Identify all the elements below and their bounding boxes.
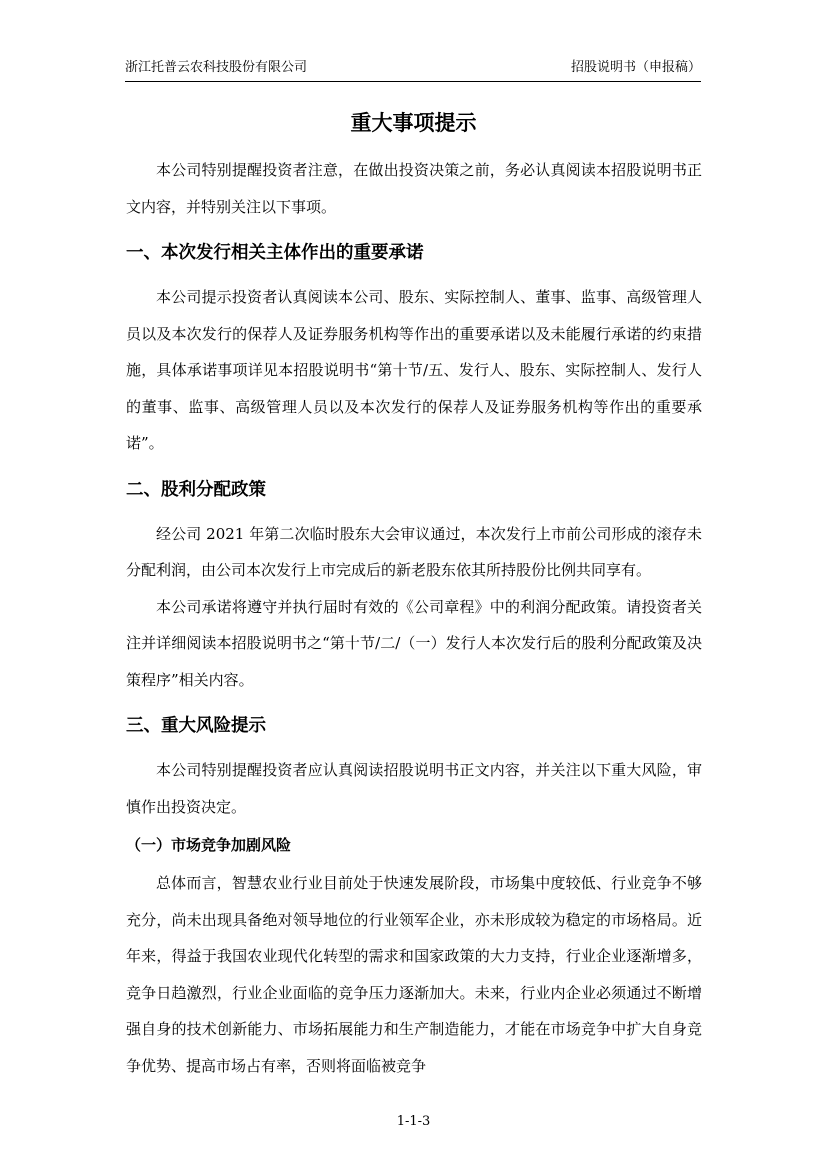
header-document-type: 招股说明书（申报稿） <box>570 60 701 75</box>
section-heading-dividend-policy: 二、股利分配政策 <box>126 479 266 500</box>
commitments-paragraph: 本公司提示投资者认真阅读本公司、股东、实际控制人、董事、监事、高级管理人员以及本次发行的保荐人及证券服务机构等作出的重要承诺以及未能履行承诺的约束措施，具体承诺事项详见本招股说明书“第十节/五、发行人、股东、实际控制人、发行人的董事、监事、高级管理人员以及本次发行的保荐人及证券服务机构等作出的重要承诺”。 <box>126 288 702 452</box>
intro-paragraph: 本公司特别提醒投资者注意，在做出投资决策之前，务必认真阅读本招股说明书正文内容，并特别关注以下事项。 <box>126 161 702 216</box>
document-body <box>126 152 702 1084</box>
page-number: 1-1-3 <box>396 1114 431 1129</box>
subsection-heading-competition-risk: （一）市场竞争加剧风险 <box>126 836 292 854</box>
section-heading-risk-warnings: 三、重大风险提示 <box>126 716 266 736</box>
dividend-paragraph-2: 本公司承诺将遵守并执行届时有效的《公司章程》中的利润分配政策。请投资者关注并详细阅读本招股说明书之“第十节/二/（一）发行人本次发行后的股利分配政策及决策程序”相关内容。 <box>126 597 702 689</box>
header-company-name: 浙江托普云农科技股份有限公司 <box>125 60 308 75</box>
competition-risk-paragraph: 总体而言，智慧农业行业目前处于快速发展阶段，市场集中度较低、行业竞争不够充分，尚未出现具备绝对领导地位的行业领军企业，亦未形成较为稳定的市场格局。近年来，得益于我国农业现代化转型的需求和国家政策的大力支持，行业企业逐渐增多，竞争日趋激烈，行业企业面临的竞争压力逐渐加大。未来，行业内企业必须通过不断增强自身的技术创新能力、市场拓展能力和生产制造能力，才能在市场竞争中扩大自身竞争优势、提高市场占有率，否则将面临被竞争 <box>126 874 702 1075</box>
section-heading-commitments: 一、本次发行相关主体作出的重要承诺 <box>126 243 424 263</box>
dividend-paragraph-1: 经公司 2021 年第二次临时股东大会审议通过，本次发行上市前公司形成的滚存未分配利润，由公司本次发行上市完成后的新老股东依其所持股份比例共同享有。 <box>126 524 702 579</box>
risk-intro-paragraph: 本公司特别提醒投资者应认真阅读招股说明书正文内容，并关注以下重大风险，审慎作出投资决定。 <box>126 761 702 816</box>
page-title: 重大事项提示 <box>350 111 477 135</box>
page-header <box>125 56 701 82</box>
